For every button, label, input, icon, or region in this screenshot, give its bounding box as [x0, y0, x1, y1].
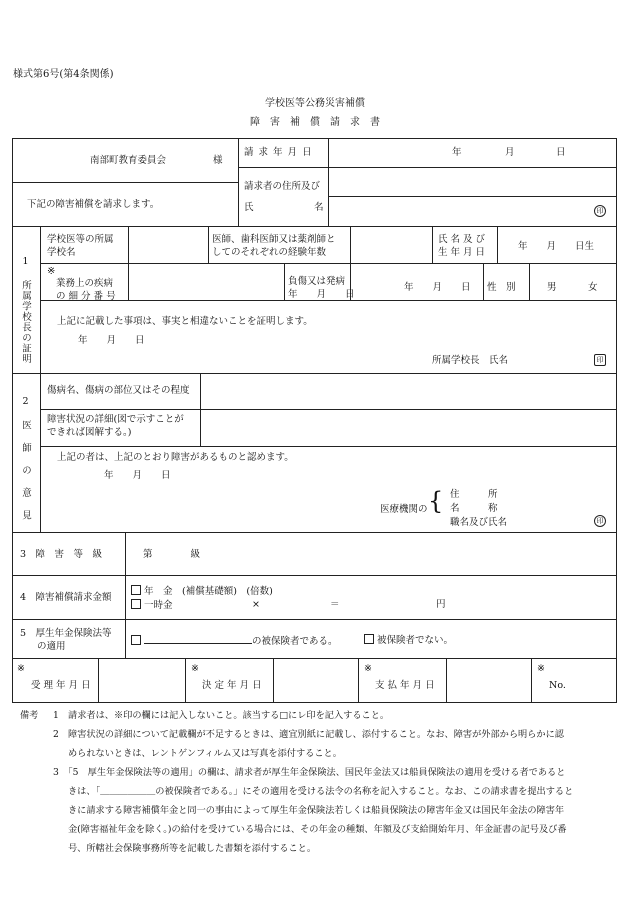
note-3d: 金(障害福祉年金を除く。)の給付を受けている場合には、その年金の種類、年額及び支給開始年月、年金証書の記号及び番 [68, 824, 567, 835]
sex-label: 性 別 [487, 282, 516, 293]
disease-mark: ※ [47, 266, 56, 277]
disease-name-label: 傷病名、傷病の部位又はその程度 [47, 385, 190, 396]
doctor-title-name: 職名及び氏名 [450, 517, 508, 528]
institution-label: 医療機関の [380, 504, 428, 515]
principal-cert-date: 年 月 日 [78, 335, 145, 346]
decided-date-label: 決 定 年 月 日 [202, 680, 262, 691]
insured-checkbox[interactable] [131, 635, 141, 645]
sex-female: 女 [588, 282, 598, 293]
school-label-1: 学校医等の所属 [47, 234, 114, 245]
injury-label-2: 年 月 日 [288, 289, 355, 300]
note-3c: きに請求する障害補償年金と同一の事由によって厚生年金保険法若しくは船員保険法の障害年金又は国民年金法の障害年 [68, 805, 565, 816]
principal-cert-text: 上記に記載した事項は、事実と相違ないことを証明します。 [57, 316, 313, 327]
section1-label: 1 所属学校長の証明 [20, 256, 31, 364]
claimant-name-label-b: 名 [314, 202, 324, 213]
grade-value: 第 級 [143, 549, 201, 560]
yen-unit: 円 [436, 599, 446, 610]
claim-date-tsuki: 月 [505, 147, 515, 158]
number-mark: ※ [537, 663, 545, 674]
law-name-blank[interactable] [144, 634, 252, 644]
name-birth-label-2: 生 年 月 日 [438, 247, 486, 258]
pension-option[interactable]: 年 金 (補償基礎額) (倍数) [131, 585, 273, 598]
injury-label-1: 負傷又は発病 [288, 276, 346, 287]
institution-brace: { [428, 487, 444, 515]
institution-name: 名 称 [450, 503, 498, 514]
section2-label: 2 医 師 の 意 見 [20, 396, 31, 521]
experience-label-1: 医師、歯科医師又は薬剤師と [212, 234, 336, 245]
insured-option[interactable]: の被保険者である。 [131, 634, 338, 648]
claim-date-nen: 年 [452, 147, 462, 158]
doctor-seal: 印 [594, 515, 606, 527]
paid-date-label: 支 払 年 月 日 [375, 680, 435, 691]
school-label-2: 学校名 [47, 247, 76, 258]
doctor-opinion-date: 年 月 日 [104, 470, 171, 481]
paid-mark: ※ [364, 663, 372, 674]
not-insured-checkbox[interactable] [364, 634, 374, 644]
form-id: 様式第6号(第4条関係) [13, 69, 114, 80]
disease-label-2: の 細 分 番 号 [56, 291, 116, 302]
not-insured-option[interactable]: 被保険者でない。 [364, 634, 453, 647]
grade-label: 3 障 害 等 級 [20, 549, 103, 560]
institution-address: 住 所 [450, 489, 498, 500]
received-mark: ※ [17, 663, 25, 674]
detail-label-1: 障害状況の詳細(図で示すことが [47, 414, 184, 425]
request-text: 下記の障害補償を請求します。 [27, 199, 160, 210]
number-label: No. [549, 680, 566, 691]
notes-label: 備考 [20, 710, 39, 721]
received-date-label: 受 理 年 月 日 [31, 680, 91, 691]
claimant-address-label: 請求者の住所及び [244, 181, 321, 192]
disease-label-1: 業務上の疾病 [56, 278, 114, 289]
claim-date-hi: 日 [556, 147, 566, 158]
lump-sum-option[interactable]: 一時金 [131, 599, 173, 612]
decided-mark: ※ [191, 663, 199, 674]
note-3e: 号、所轄社会保険事務所等を記載した書類を添付すること。 [68, 843, 317, 854]
addressee-sama: 様 [213, 155, 223, 166]
note-3a: 3 「5 厚生年金保険法等の適用」の欄は、請求者が厚生年金保険法、国民年金法又は船員保険法の適用を受ける者であると [53, 767, 566, 778]
name-birth-label-1: 氏 名 及 び [438, 234, 486, 245]
equals-sign: ＝ [330, 599, 340, 610]
note-2b: められないときは、レントゲンフィルム又は写真を添付すること。 [68, 748, 342, 759]
amount-label: 4 障害補償請求金額 [20, 592, 112, 603]
times-sign: × [252, 599, 260, 610]
lump-sum-checkbox[interactable] [131, 599, 141, 609]
form-title-1: 学校医等公務災害補償 [265, 98, 365, 109]
claim-date-label: 請 求 年 月 日 [244, 147, 313, 158]
claimant-name-label-a: 氏 [244, 202, 254, 213]
detail-label-2: できれば図解する。) [47, 427, 132, 438]
note-2a: 2 障害状況の詳細について記載欄が不足するときは、適宜別紙に記載し、添付すること。なお、障害が外部から明らかに認 [53, 729, 564, 740]
principal-seal: 印 [594, 354, 606, 366]
birth-value: 年 月 日生 [518, 241, 595, 252]
pension-law-label-2: の適用 [37, 641, 66, 652]
doctor-opinion-text: 上記の者は、上記のとおり障害があるものと認めます。 [57, 452, 294, 463]
note-1: 1 請求者は、※印の欄には記入しないこと。該当する□にレ印を記入すること。 [53, 710, 390, 721]
sex-male: 男 [547, 282, 557, 293]
injury-value: 年 月 日 [404, 282, 471, 293]
pension-law-label-1: 5 厚生年金保険法等 [20, 628, 112, 639]
addressee: 南部町教育委員会 [90, 155, 167, 166]
principal-name-label: 所属学校長 氏名 [432, 355, 509, 366]
pension-checkbox[interactable] [131, 585, 141, 595]
form-title-2: 障 害 補 償 請 求 書 [250, 117, 380, 128]
note-3b: きは、「＿＿＿＿＿＿の被保険者である。」にその適用を受ける法令の名称を記入すること。なお、この請求書を提出すると [68, 786, 574, 797]
experience-label-2: してのそれぞれの経験年数 [212, 247, 327, 258]
claimant-seal: 印 [594, 205, 606, 217]
